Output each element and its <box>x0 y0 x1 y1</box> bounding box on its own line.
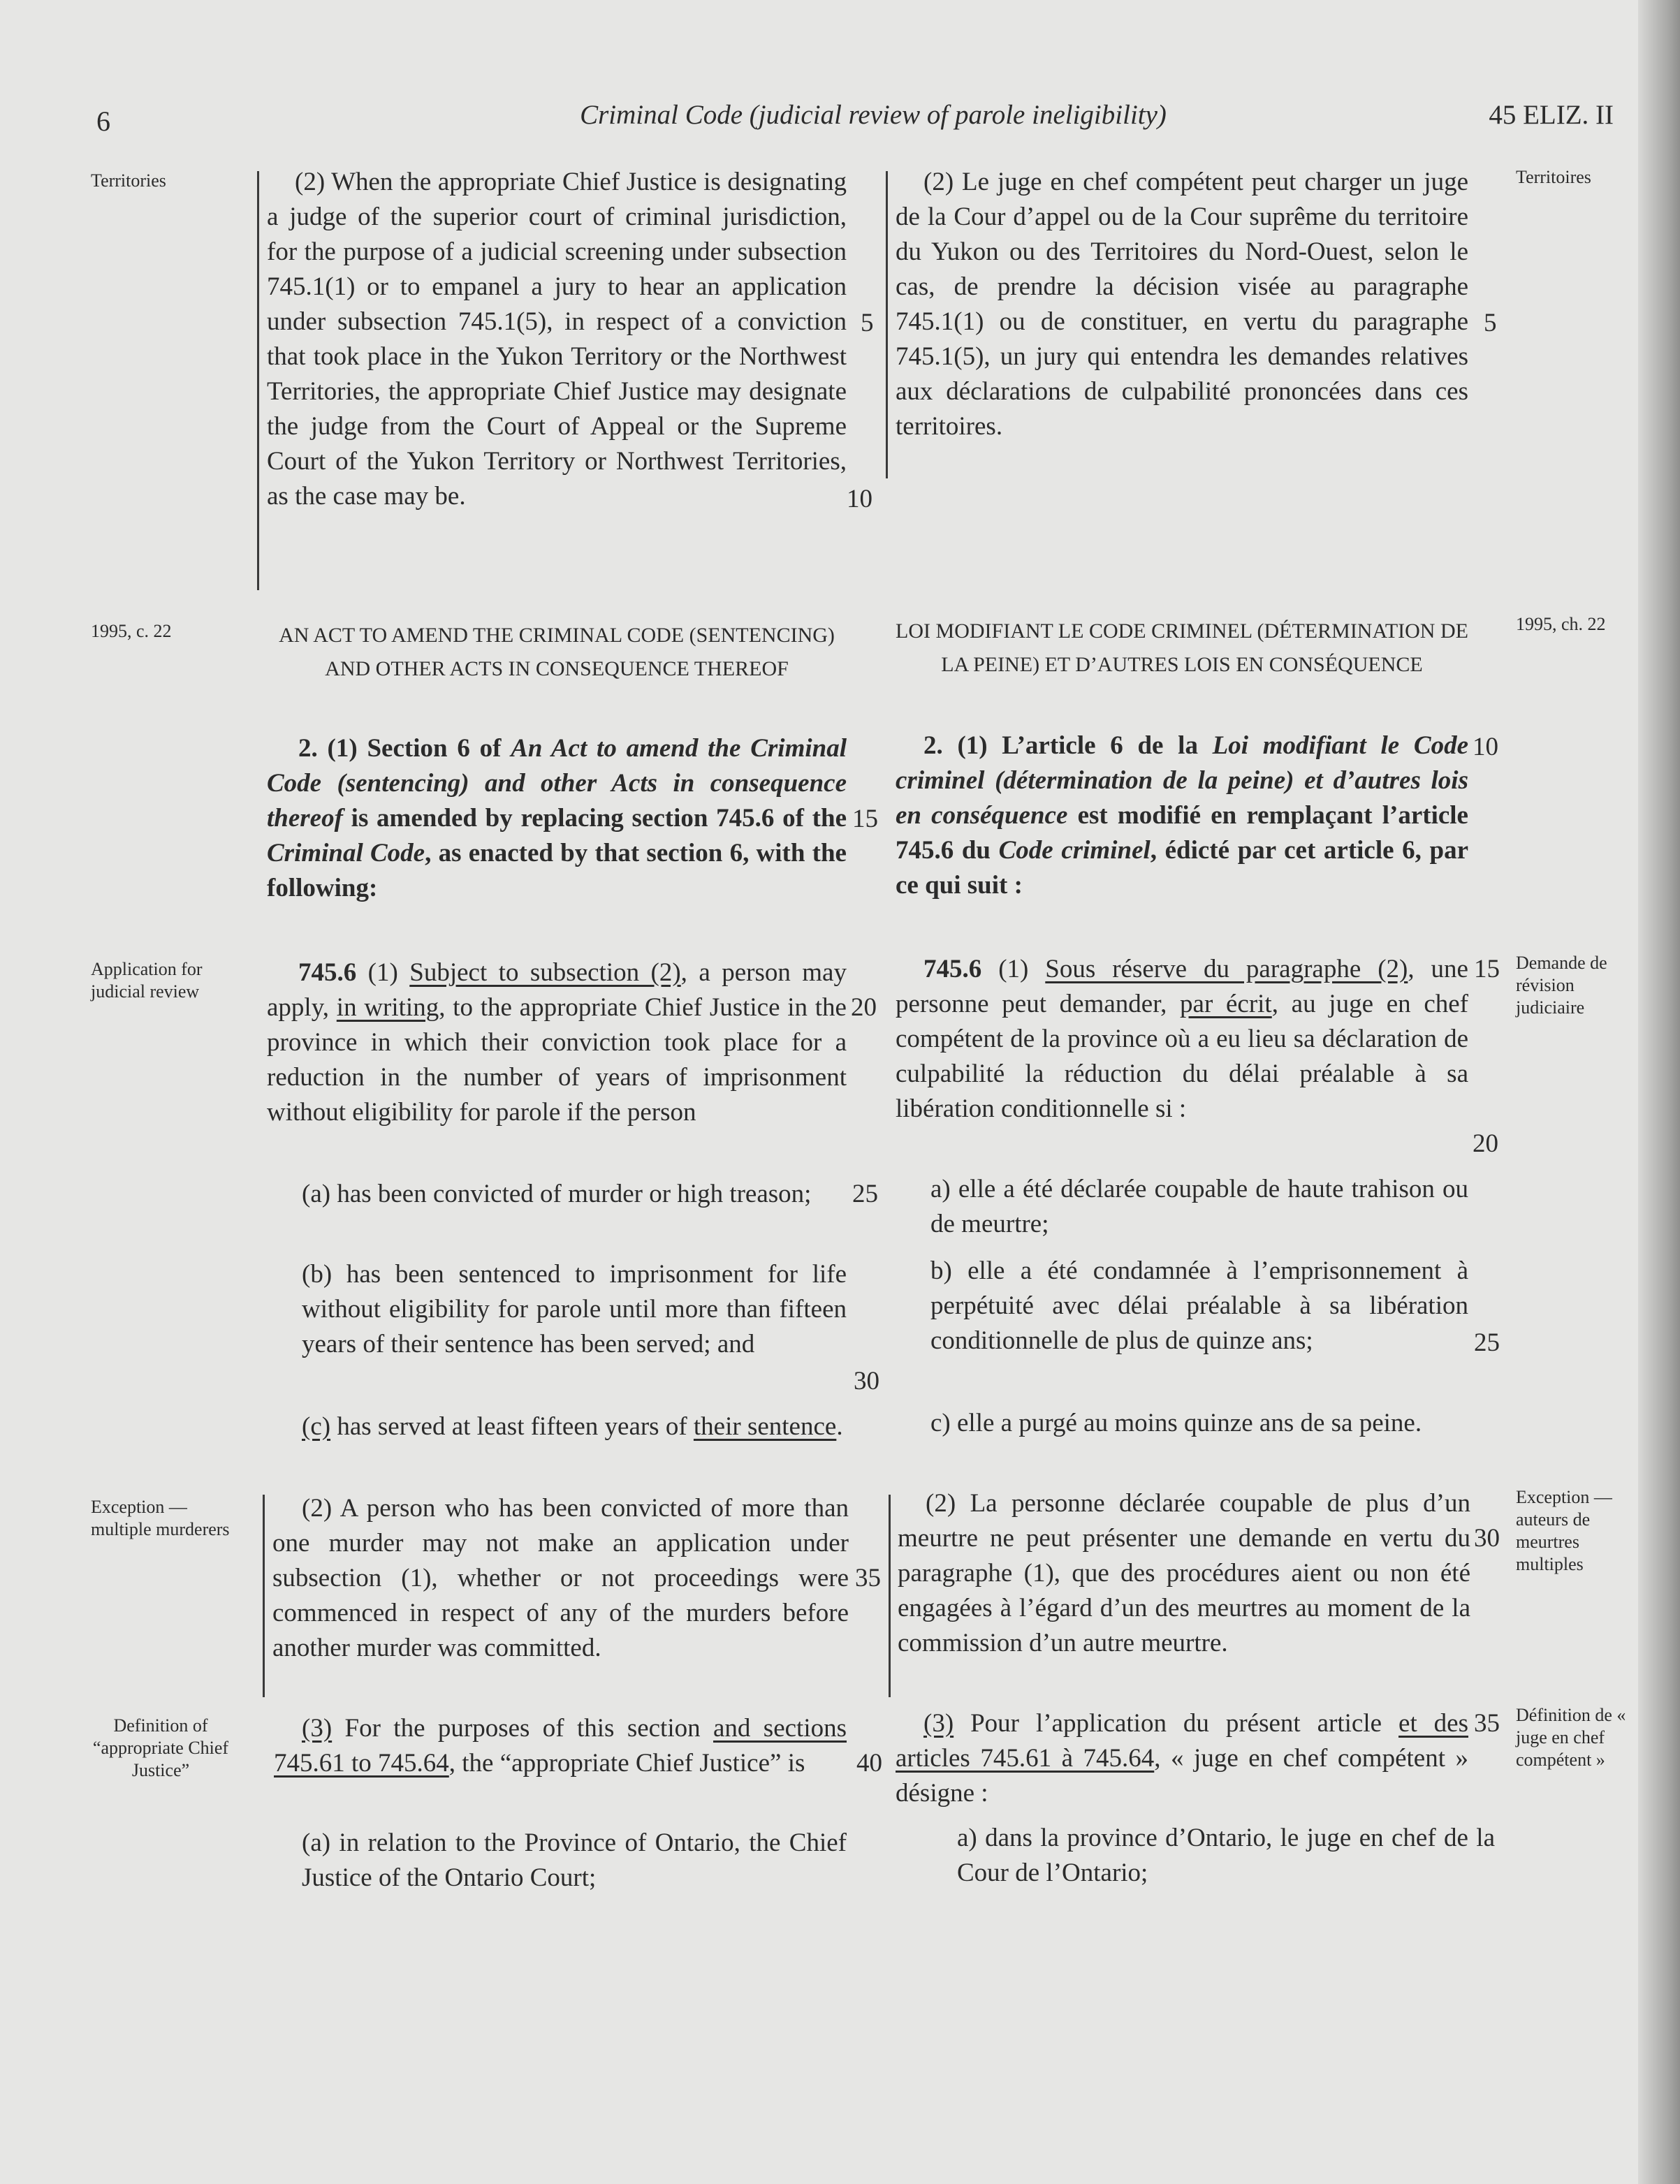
marginal-note-demande: Demande de révision judiciaire <box>1516 953 1607 1018</box>
change-bar <box>889 1495 891 1697</box>
page-number: 6 <box>96 105 110 137</box>
line-number: 30 <box>854 1367 879 1395</box>
line-number: 15 <box>1474 955 1500 983</box>
marginal-note-act: 1995, c. 22 <box>91 621 172 641</box>
line-number: 15 <box>852 805 878 833</box>
regnal-year: 45 ELIZ. II <box>1489 100 1614 130</box>
en-amending-clause: 2. (1) Section 6 of An Act to amend the Criminal Code (sentencing) and other Acts in consequence thereof is amended by replacing section 745.6 of the Criminal Code, as enacted by that section 6, with the following: <box>267 734 847 902</box>
marginal-note-exception: Exception — multiple murderers <box>91 1497 230 1539</box>
change-bar <box>257 171 259 590</box>
line-number: 20 <box>851 993 877 1022</box>
marginal-note-loi: 1995, ch. 22 <box>1516 614 1606 634</box>
marginal-note-exception-fr: Exception — auteurs de meurtres multiples <box>1516 1487 1612 1574</box>
line-number: 10 <box>847 485 872 513</box>
fr-territoires-text: (2) Le juge en chef compétent peut charger un juge de la Cour d’appel ou de la Cour suprême du territoire du Yukon ou des Territoires du Nord-Ouest, selon le cas, de prendre la décision visée au paragraphe 745.1(1) ou de constituer, en vertu du paragraphe 745.1(5), un jury qui entendra les demandes relatives aux déclarations de culpabilité prononcées dans ces territoires. <box>896 168 1468 441</box>
fr-act-heading: LOI MODIFIANT LE CODE CRIMINEL (DÉTERMINATION DE LA PEINE) ET D’AUTRES LOIS EN CONSÉQUENCE <box>896 620 1468 676</box>
fr-article-745-6-1: 745.6 (1) Sous réserve du paragraphe (2), une personne peut demander, par écrit, au juge en chef compétent de la province où a eu lieu sa déclaration de culpabilité la réduction du délai préalable à sa libération conditionnelle si : <box>896 955 1469 1123</box>
line-number: 10 <box>1473 733 1498 761</box>
en-section-745-6-1: 745.6 (1) Subject to subsection (2), a person may apply, in writing, to the appropriate Chief Justice in the province in which their conviction took place for a reduction in the number of years of imprisonment without eligibility for parole if the person <box>267 958 847 1127</box>
en-territories-text: (2) When the appropriate Chief Justice is designating a judge of the superior court of criminal jurisdiction, for the purpose of a judicial screening under subsection 745.1(1) or to empanel a jury to hear an application under subsection 745.1(5), in respect of a conviction that took place in the Yukon Territory or the Northwest Territories, the appropriate Chief Justice may designate the judge from the Court of Appeal or the Supreme Court of the Yukon Territory or Northwest Territories, as the case may be. <box>267 168 847 511</box>
en-definition-item-a: (a) in relation to the Province of Ontario, the Chief Justice of the Ontario Court; <box>302 1828 847 1892</box>
fr-article-745-6-3: (3) Pour l’application du présent article et des articles 745.61 à 745.64, « juge en chef compétent » désigne : <box>896 1709 1468 1808</box>
line-number: 40 <box>856 1749 882 1778</box>
en-section-745-6-2: (2) A person who has been convicted of more than one murder may not make an application under subsection (1), whether or not proceedings were commenced in respect of any of the murders before another murder was committed. <box>272 1494 849 1662</box>
line-number: 35 <box>855 1564 881 1592</box>
line-number: 30 <box>1474 1524 1500 1553</box>
change-bar <box>263 1495 265 1697</box>
marginal-note-application: Application for judicial review <box>91 959 203 1002</box>
line-number: 5 <box>1484 309 1497 337</box>
line-number: 25 <box>852 1180 878 1208</box>
fr-item-a: a) elle a été déclarée coupable de haute trahison ou de meurtre; <box>930 1175 1468 1238</box>
marginal-note-definition-fr: Définition de « juge en chef compétent » <box>1516 1705 1626 1770</box>
marginal-note-territories: Territories <box>91 170 166 191</box>
running-title: Criminal Code (judicial review of parole ineligibility) <box>580 100 1167 130</box>
en-item-c: (c) has served at least fifteen years of their sentence. <box>302 1412 843 1441</box>
marginal-note-definition: Definition of “appropriate Chief Justice” <box>92 1715 229 1780</box>
fr-definition-item-a: a) dans la province d’Ontario, le juge en chef de la Cour de l’Ontario; <box>957 1824 1495 1887</box>
fr-article-745-6-2: (2) La personne déclarée coupable de plus d’un meurtre ne peut présenter une demande en vertu du paragraphe (1), que des procédures aient ou non été engagées à l’égard d’un des meurtres au moment de la commission d’un autre meurtre. <box>898 1489 1470 1657</box>
change-bar <box>886 171 888 478</box>
fr-amending-clause: 2. (1) L’article 6 de la Loi modifiant le Code criminel (détermination de la peine) et d’autres lois en conséquence est modifié en remplaçant l’article 745.6 du Code criminel, édicté par cet article 6, par ce qui suit : <box>896 731 1469 900</box>
line-number: 5 <box>861 309 874 337</box>
fr-territoires-paragraph <box>896 165 1468 444</box>
line-number: 35 <box>1474 1709 1500 1738</box>
line-number: 25 <box>1474 1328 1500 1357</box>
page-edge-shadow <box>1638 0 1680 2184</box>
en-section-745-6-3: (3) For the purposes of this section and sections 745.61 to 745.64, the “appropriate Chief Justice” is <box>274 1714 847 1778</box>
en-act-heading: AN ACT TO AMEND THE CRIMINAL CODE (SENTENCING) AND OTHER ACTS IN CONSEQUENCE THEREOF <box>279 624 835 680</box>
fr-item-c: c) elle a purgé au moins quinze ans de sa peine. <box>930 1409 1422 1437</box>
line-number: 20 <box>1473 1129 1498 1158</box>
en-item-b: (b) has been sentenced to imprisonment for life without eligibility for parole until more than fifteen years of their sentence has been served; and <box>302 1260 847 1358</box>
marginal-note-territoires: Territoires <box>1516 167 1591 187</box>
fr-item-b: b) elle a été condamnée à l’emprisonnement à perpétuité avec délai préalable à sa libération conditionnelle de plus de quinze ans; <box>930 1256 1468 1355</box>
en-territories-paragraph <box>267 165 847 514</box>
en-item-a: (a) has been convicted of murder or high treason; <box>302 1180 812 1208</box>
